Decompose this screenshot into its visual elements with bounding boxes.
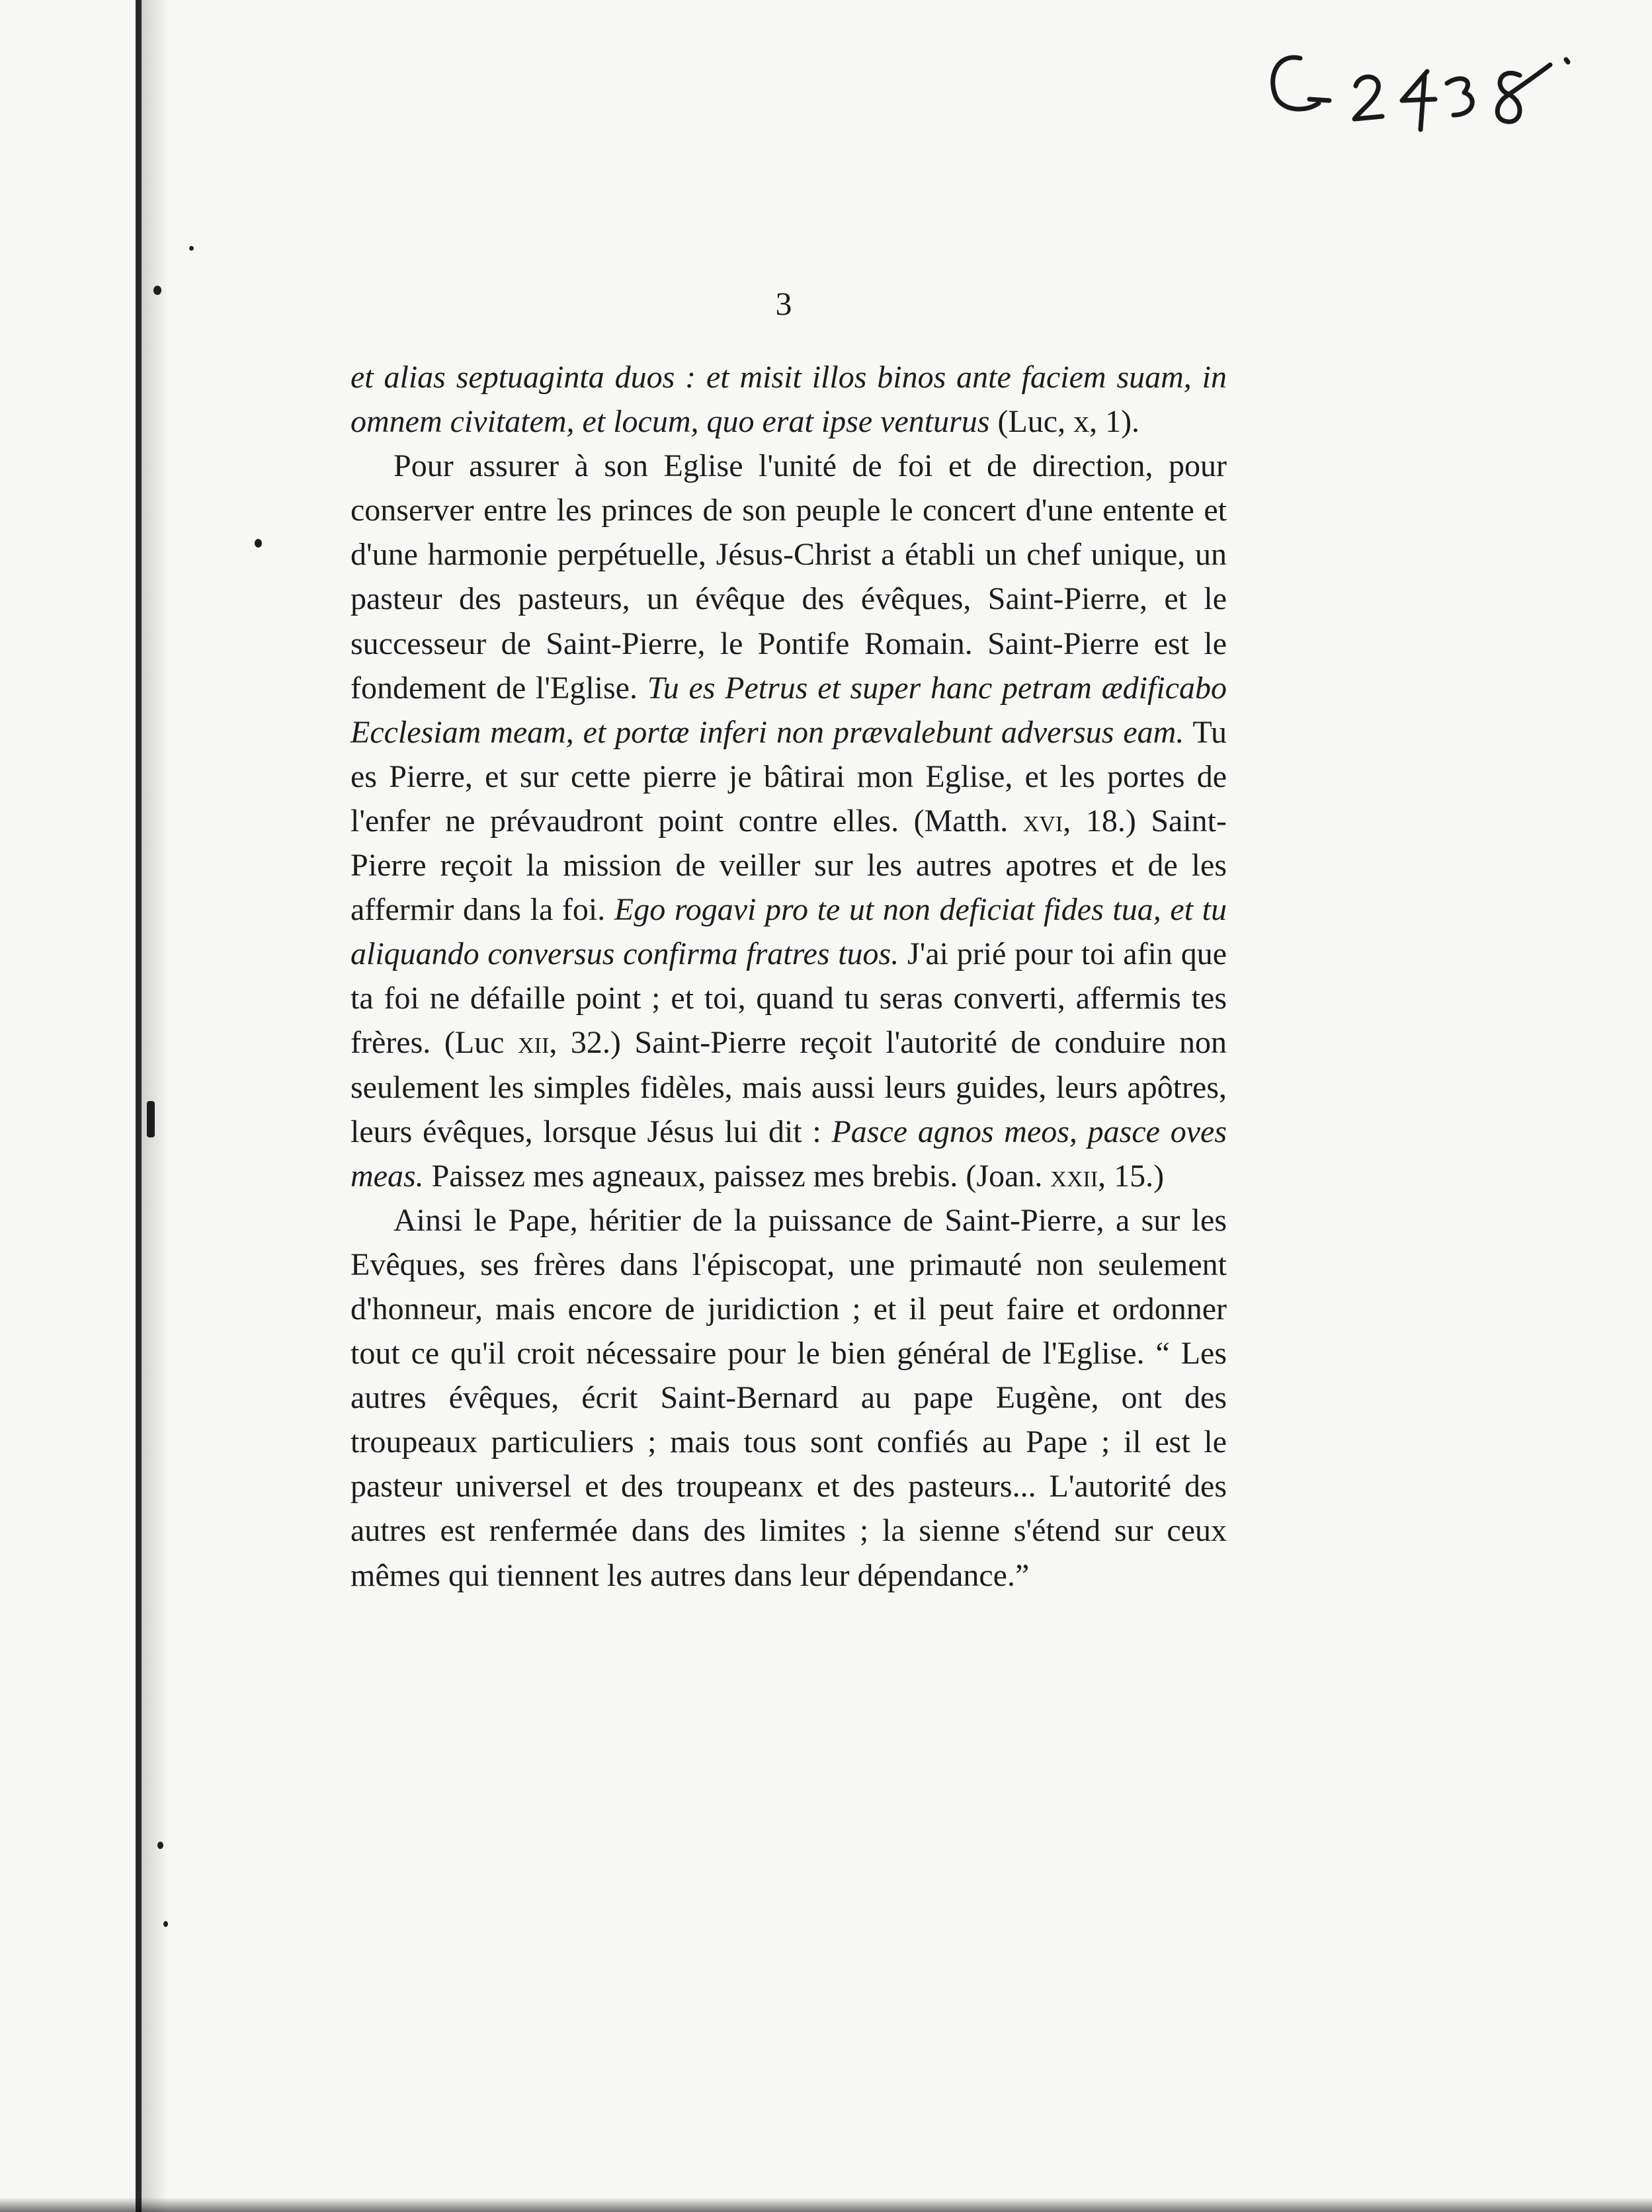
paragraph-1 [351,355,1227,444]
text-run: Ainsi le Pape, héritier de la puissance de Saint-Pierre, a sur les Evêques, ses frères dans l'épiscopat, une primauté non seulement d'honneur, mais encore de juridiction ; et il peut faire et ordonner tout ce qu'il croit nécessaire pour le bien général de l'Eglise. “ Les autres évêques, écrit Saint-Bernard au pape Eugène, ont des troupeaux particuliers ; mais tous sont confiés au Pape ; il est le pasteur universel et des troupeanx et des pasteurs... L'autorité des autres est renfermée dans des limites ; la sienne s'étend sur ceux mêmes qui tiennent les autres dans leur dépendance.” [351,1202,1227,1593]
scan-speck [163,1921,168,1927]
binding-shadow [142,0,168,2212]
paragraph-3 [351,1198,1227,1598]
scan-speck [153,286,161,295]
roman-numeral: xii [518,1025,550,1061]
paragraph-2 [351,444,1227,1198]
scan-speck [157,1842,163,1849]
text-run: , 18.) Saint-Pierre reçoit la mission de veiller sur les autres apotres et de les affermir dans la foi. [351,803,1227,928]
roman-numeral: xvi [1022,803,1063,839]
scan-speck [255,539,262,548]
latin-quote: et alias septuaginta duos : et misit illos binos ante faciem suam, in omnem civitatem, et locum, quo erat ipse venturus [351,360,1227,440]
latin-quote: Ego rogavi pro te ut non deficiat fides tua, et tu aliquando conversus confirma fratres tuos. [351,892,1227,972]
roman-numeral: xxii [1050,1158,1098,1194]
page-binding-edge [136,0,142,2212]
body-text [351,355,1227,1598]
scan-speck [147,1101,155,1137]
text-run: , 32.) Saint-Pierre reçoit l'autorité de conduire non seulement les simples fidèles, mais aussi leurs guides, leurs apôtres, leurs évêques, lorsque Jésus lui dit : [351,1025,1227,1149]
page-bottom-edge [0,2197,1652,2212]
scan-speck [189,246,194,251]
text-run: Pour assurer à son Eglise l'unité de foi et de direction, pour conserver entre les princes de son peuple le concert d'une entente et d'une harmonie perpétuelle, Jésus-Christ a établi un chef unique, un pasteur des pasteurs, un évêque des évêques, Saint-Pierre, et le successeur de Saint-Pierre, le Pontife Romain. Saint-Pierre est le fondement de l'Eglise. [351,448,1227,706]
latin-quote: Tu es Petrus et super hanc petram ædificabo Ecclesiam meam, et portæ inferi non prævalebunt adversus eam. [351,670,1227,750]
text-run: J'ai prié pour toi afin que ta foi ne défaille point ; et toi, quand tu seras converti, affermis tes frères. (Luc [351,936,1227,1061]
text-run: Paissez mes agneaux, paissez mes brebis. (Joan. [423,1158,1051,1194]
page-number: 3 [775,285,792,322]
reference: (Luc, x, 1). [989,404,1140,440]
text-run: , 15.) [1098,1158,1165,1194]
text-run: Tu es Pierre, et sur cette pierre je bâtirai mon Eglise, et les portes de l'enfer ne prévaudront point contre elles. (Matth. [351,714,1227,839]
latin-quote: Pasce agnos meos, pasce oves meas. [351,1114,1227,1194]
handwritten-catalog-mark [1262,37,1579,136]
